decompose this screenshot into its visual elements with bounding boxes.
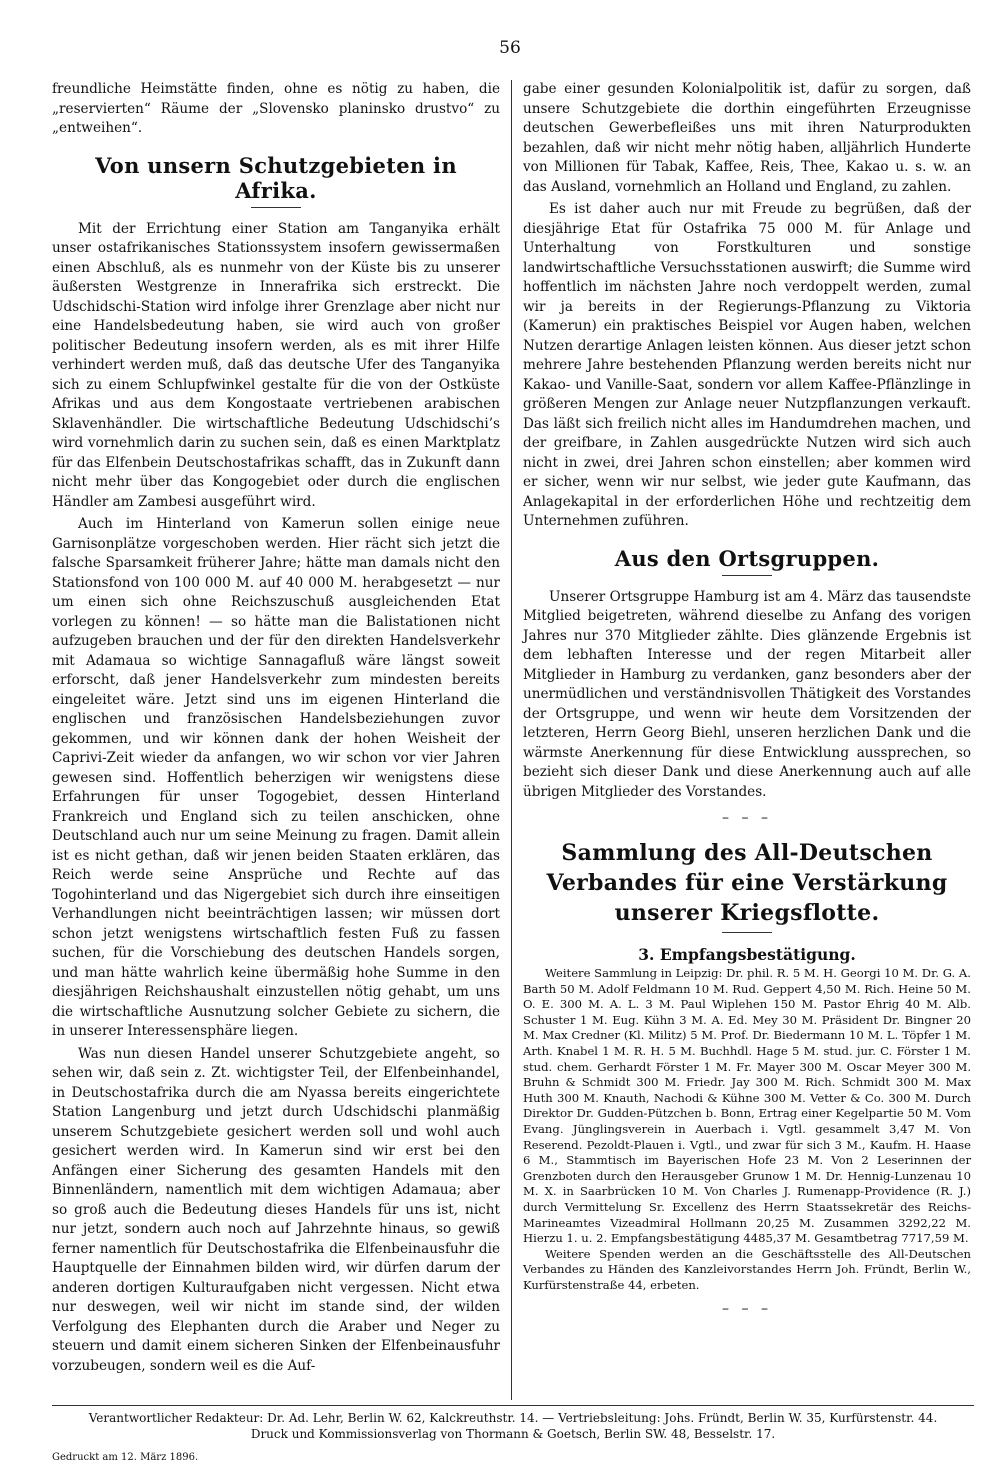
continuation-paragraph: gabe einer gesunden Kolonialpolitik ist, dafür zu sorgen, daß unsere Schutzgebiete die dorthin eingeführten Erzeugnisse deutschen Gewerbefleißes uns mit ihren Naturprodukten bezahlen, daß wir nicht mehr nötig haben, alljährlich Hunderte von Millionen für Tabak, Kaffee, Reis, Thee, Kakao u. s. w. an das Ausland, vornehmlich an Holland und England, zu zahlen.: [523, 81, 971, 195]
heading-divider: [722, 932, 772, 933]
print-date: Gedruckt am 12. März 1896.: [52, 1452, 199, 1463]
page-number: 56: [499, 38, 521, 58]
receipt-subheading: 3. Empfangsbestätigung.: [638, 945, 856, 964]
footer-divider: [52, 1405, 974, 1406]
imprint-line-publisher: Druck und Kommissionsverlag von Thormann & Goetsch, Berlin SW. 48, Besselstr. 17.: [250, 1427, 776, 1441]
article-paragraph: Was nun diesen Handel unserer Schutzgebiete angeht, so sehen wir, daß sein z. Zt. wichtigster Teil, der Elfenbeinhandel, in Deutschostafrika durch die am Nyassa bereits eingerichtete Station Langenburg und jetzt durch Udschidschi planmäßig unserem Schutzgebiete gesichert werden soll und wohl auch gesichert werden wird. In Kamerun sind wir erst bei den Anfängen einer Sicherung des gesamten Handels mit den Binnenländern, namentlich mit dem wichtigen Adamaua; aber so groß auch die Bedeutung dieses Handels für uns ist, nicht nur jetzt, sondern auch noch auf Jahrzehnte hinaus, so gewiß ferner namentlich für Deutschostafrika die Elfenbeinausfuhr die Hauptquelle der Einnahmen bilden wird, wir dürfen darum der anderen dortigen Kulturaufgaben nicht vergessen. Nicht etwa nur deswegen, weil wir nicht im stande sind, der wilden Verfolgung des Elephanten durch die Araber und Neger zu steuern und damit einem sicheren Sinken der Elfenbeinausfuhr vorzubeugen, sondern weil es die Auf-: [52, 1045, 500, 1374]
heading-divider: [722, 575, 772, 576]
donation-list: Weitere Sammlung in Leipzig: Dr. phil. R. 5 M. H. Georgi 10 M. Dr. G. A. Barth 50 M. Adolf Feldmann 10 M. Rud. Geppert 4,50 M. Rich. Heine 50 M. O. E. 300 M. A. L. 3 M. Paul Wiplehen 150 M. Pastor Ehrig 40 M. Alb. Schuster 1 M. Eug. Kühn 3 M. A. Ed. Mey 30 M. Präsident Dr. Bingner 20 M. Max Credner (Kl. Militz) 5 M. Prof. Dr. Biedermann 10 M. L. Töpfer 1 M. Arth. Knabel 1 M. R. H. 5 M. Buchhdl. Hage 5 M. stud. jur. C. Förster 1 M. stud. chem. Gerhardt Förster 1 M. Fr. Mayer 300 M. Oscar Meyer 300 M. Bruhn & Schmidt 300 M. Friedr. Jay 300 M. Rich. Schmidt 300 M. Max Huth 300 M. Knauth, Nachodi & Kühne 300 M. Vetter & Co. 300 M. Durch Direktor Dr. Gudden-Pützchen b. Bonn, Ertrag einer Kegelpartie 50 M. Vom Evang. Jünglingsverein in Auerbach i. Vgtl. gesammelt 3,47 M. Von Reserend. Pezoldt-Plauen i. Vgtl., und zwar für sich 3 M., Kaufm. H. Haase 6 M., Stammtisch im Bayerischen Hofe 23 M. Von 2 Leserinnen der Grenzboten durch den Herausgeber Grunow 1 M. Dr. Hennig-Lunzenau 10 M. X. in Saarbrücken 10 M. Von Charles J. Rumenapp-Providence (R. J.) durch Vermittelung Sr. Excellenz des Herrn Staatssekretär des Reichs-Marineamtes Vizeadmiral Hollmann 20,25 M. Zusammen 3292,22 M. Hierzu 1. u. 2. Empfangsbestätigung 4485,37 M. Gesamtbetrag 7717,59 M.: [523, 966, 971, 1246]
article-paragraph: Unserer Ortsgruppe Hamburg ist am 4. März das tausendste Mitglied beigetreten, während dieselbe zu Anfang des vorigen Jahres nur 370 Mitglieder zählte. Dies glänzende Ergebnis ist dem lebhaften Interesse und der regen Mitarbeit aller Mitglieder in Hamburg zu verdanken, ganz besonders aber der unermüdlichen und verständnisvollen Thätigkeit des Vorstandes der Ortsgruppe, und wenn wir heute dem Vorsitzenden der letzteren, Herrn Georg Biehl, unseren herzlichen Dank und die wärmste Anerkennung für diese Entwicklung aussprechen, so bezieht sich dieser Dank und diese Anerkennung auch auf alle übrigen Mitglieder des Vorstandes.: [523, 588, 971, 800]
article-heading-sammlung: Sammlung des All-Deutschen Verbandes für eine Verstärkung unserer Kriegsflotte.: [546, 840, 948, 926]
imprint-line-editor: Verantwortlicher Redakteur: Dr. Ad. Lehr, Berlin W. 62, Kalckreuthstr. 14. — Vertriebsleitung: Johs. Fründt, Berlin W. 35, Kurfürstenstr. 44.: [88, 1411, 938, 1425]
imprint-footer: [40, 1410, 986, 1442]
donation-note: Weitere Spenden werden an die Geschäftsstelle des All-Deutschen Verbandes zu Händen des Kanzleivorstandes Herrn Joh. Fründt, Berlin W., Kurfürstenstraße 44, erbeten.: [523, 1246, 971, 1292]
intro-paragraph: freundliche Heimstätte finden, ohne es nötig zu haben, die „reservierten“ Räume der „Slovensko planinsko drustvo“ zu „entweihen“.: [52, 81, 500, 136]
article-paragraph: Auch im Hinterland von Kamerun sollen einige neue Garnisonplätze vorgeschoben werden. Hier rächt sich jetzt die falsche Sparsamkeit früherer Jahre; hätte man damals nicht den Stationsfond von 100 000 M. auf 40 000 M. herabgesetzt — nur um einen sich ohne Reichszuschuß ausgleichenden Etat vorlegen zu können! — so hätte man die Balistationen nicht aufzugeben brauchen und der für den direkten Handelsverkehr mit Adamaua so wichtige Sannagafluß wäre längst soweit erforscht, daß jener Handelsverkehr zum mindesten bereits eingeleitet wäre. Jetzt sind uns im eigenen Hinterland die englischen und französischen Handelsbeziehungen zuvor gekommen, und wir können dank der hohen Weisheit der Caprivi-Zeit wieder da anfangen, wo wir schon vor vier Jahren gewesen sind. Hoffentlich beherzigen wir wenigstens diese Erfahrungen für unser Togogebiet, dessen Hinterland Frankreich und England sich zu teilen anschicken, ohne Deutschland auch nur um seine Meinung zu fragen. Damit allein ist es nicht gethan, daß wir jenen beiden Staaten erklären, das Reich werde seine Ansprüche und Rechte auf das Togohinterland und das Nigergebiet sich durch ihre einseitigen Verhandlungen nicht beeinträchtigen lassen; wir müssen dort schon jetzt wenigstens wirtschaftlich festen Fuß zu fassen suchen, für die Vorschiebung des deutschen Handels sorgen, und man hätte wahrlich keine übermäßig hohe Summe in den diesjährigen Reichshaushalt einzustellen nötig gehabt, um uns die wirtschaftliche Ausnutzung solcher Gebiete zu sichern, die in unserer Interessensphäre liegen.: [52, 516, 500, 1039]
column-divider: [511, 80, 512, 1400]
section-divider: – – –: [722, 810, 772, 826]
left-column: [52, 80, 500, 1379]
right-column: [523, 80, 971, 1325]
article-heading-schutzgebiete: Von unsern Schutzgebieten in Afrika.: [95, 152, 457, 203]
article-paragraph: Mit der Errichtung einer Station am Tanganyika erhält unser ostafrikanisches Stationssystem insofern gewissermaßen einen Abschluß, als es nunmehr von der Küste bis zu unserer äußersten Westgrenze in Innerafrika sich erstreckt. Die Udschidschi-Station wird infolge ihrer Grenzlage aber nicht nur eine Handelsbedeutung haben, sie wird auch von großer politischer Bedeutung insofern werden, als es mit ihrer Hilfe verhindert werden muß, daß das deutsche Ufer des Tanganyika sich zu einem Schlupfwinkel gestalte für die von der Ostküste Afrikas und aus dem Kongostaate vertriebenen arabischen Sklavenhändler. Die wirtschaftliche Bedeutung Udschidschi’s wird vornehmlich darin zu suchen sein, daß es einen Marktplatz für das Elfenbein Deutschostafrikas schafft, das in Zukunft dann nicht mehr über das Kongogebiet oder durch die englischen Händler am Zambesi ausgeführt wird.: [52, 220, 500, 510]
article-heading-ortsgruppen: Aus den Ortsgruppen.: [614, 545, 880, 571]
heading-divider: [251, 207, 301, 208]
article-paragraph: Es ist daher auch nur mit Freude zu begrüßen, daß der diesjährige Etat für Ostafrika 75 000 M. für Anlage und Unterhaltung von Forstkulturen und sonstige landwirtschaftliche Versuchsstationen auswirft; die Summe wird hoffentlich im nächsten Jahre noch verdoppelt werden, zumal wir ja bereits in der Regierungs-Pflanzung zu Viktoria (Kamerun) ein praktisches Beispiel vor Augen haben, welchen Nutzen derartige Anlagen leisten können. Aus dieser jetzt schon mehrere Jahre bestehenden Pflanzung werden bereits nicht nur Kakao- und Vanille-Saat, sondern vor allem Kaffee-Pflänzlinge in größeren Mengen zur Anlage neuer Nutzpflanzungen verkauft. Das läßt sich freilich nicht alles im Handumdrehen machen, und der greifbare, in Zahlen ausgedrückte Nutzen wird sich auch nicht in zwei, drei Jahren schon einstellen; aber kommen wird er sicher, wenn wir nur selbst, wie jeder gute Kaufmann, das Anlagekapital in der erforderlichen Höhe und rechtzeitig dem Unternehmen zuführen.: [523, 201, 971, 529]
section-divider: – – –: [722, 1301, 772, 1318]
